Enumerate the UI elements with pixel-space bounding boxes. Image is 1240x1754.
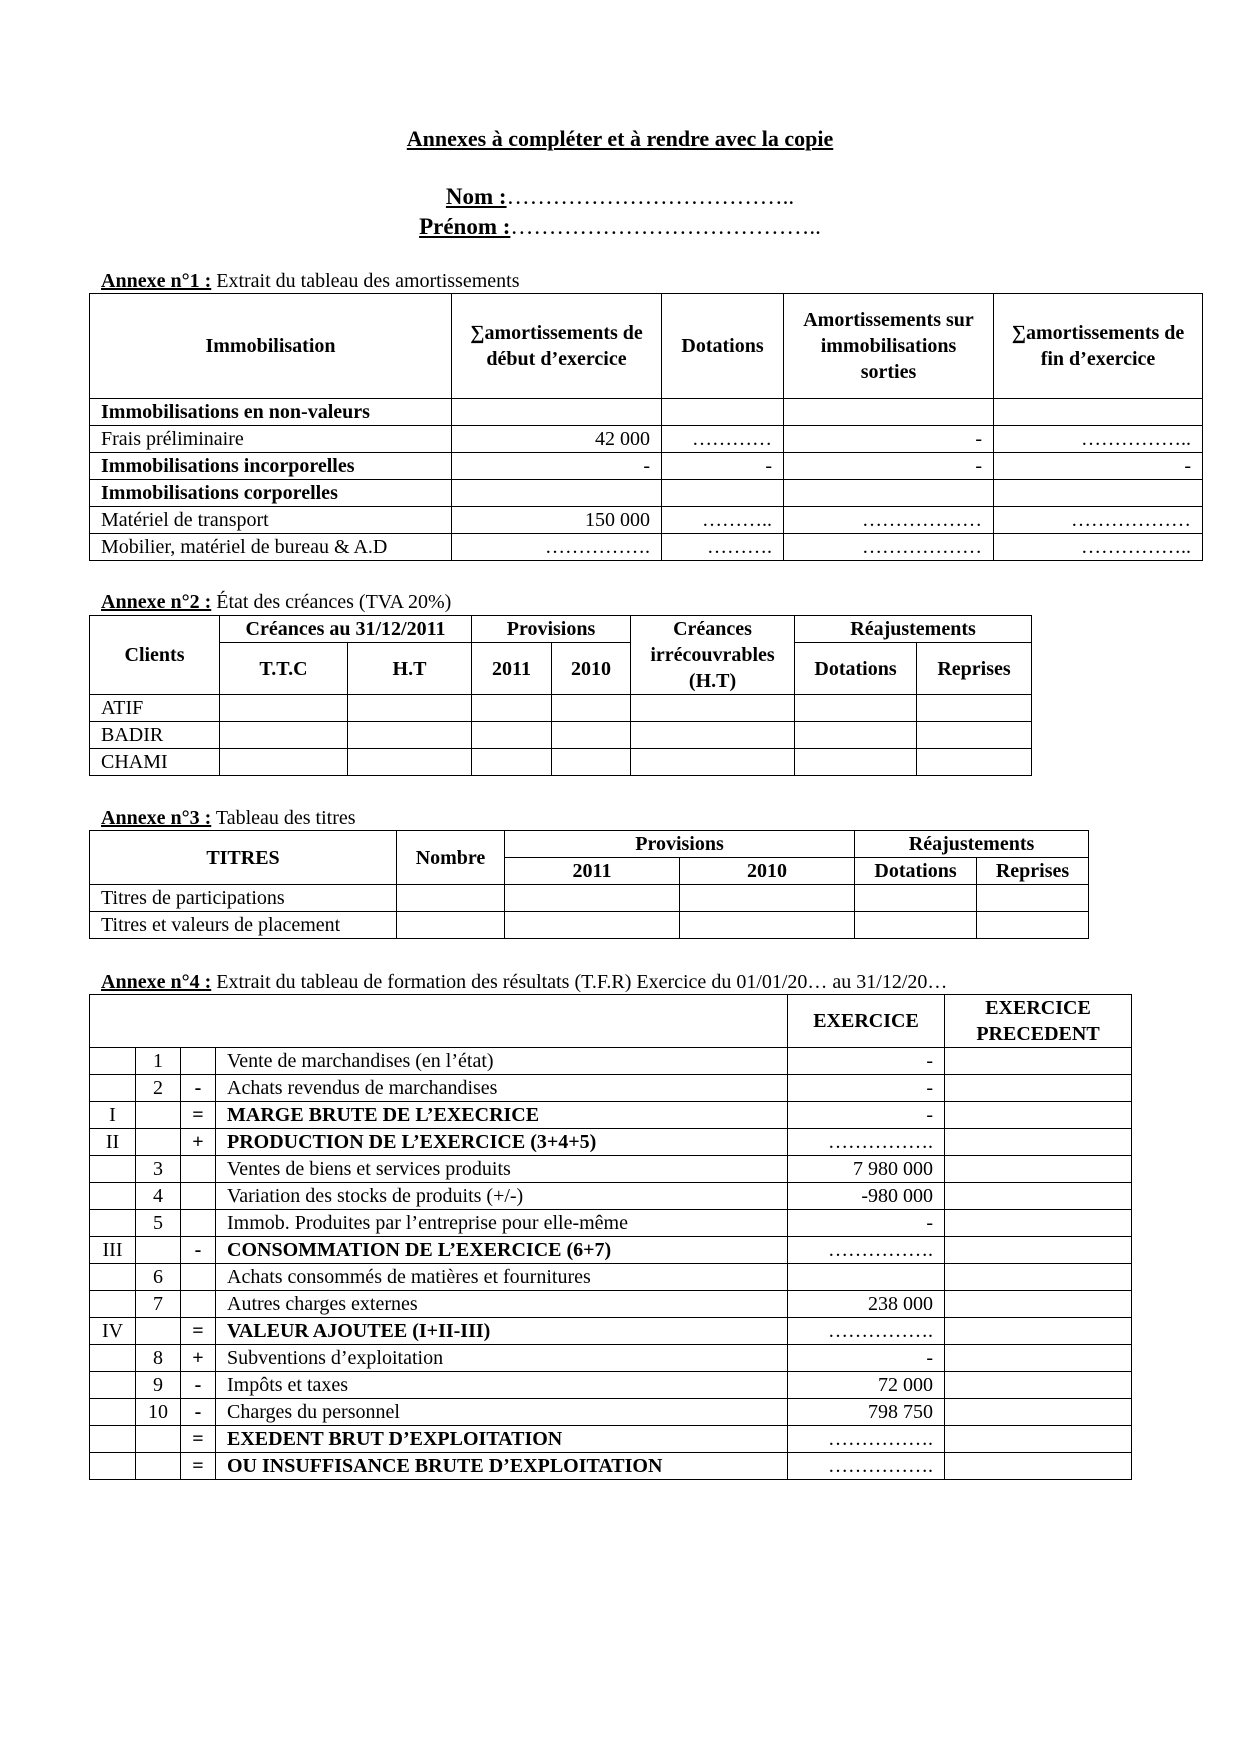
- annex4-roman: III: [90, 1237, 136, 1264]
- annex4-row: [90, 1372, 1132, 1399]
- annex4-row: [90, 1345, 1132, 1372]
- annex4-sign: -: [181, 1075, 216, 1102]
- annex4-row: [90, 1048, 1132, 1075]
- annex4-exercice-value: 72 000: [788, 1372, 945, 1399]
- annex2-input-cell[interactable]: [795, 695, 917, 722]
- annex4-num: [136, 1129, 181, 1156]
- annex4-label: VALEUR AJOUTEE (I+II-III): [216, 1318, 788, 1345]
- annex1-cell[interactable]: ………………: [784, 507, 994, 534]
- annex4-label: Vente de marchandises (en l’état): [216, 1048, 788, 1075]
- annex4-precedent-value[interactable]: [945, 1102, 1132, 1129]
- annex4-row: [90, 1156, 1132, 1183]
- prenom-label: Prénom :: [419, 214, 511, 239]
- annex4-header-blank: [90, 995, 788, 1048]
- annex2-header-reajustements: Réajustements: [795, 616, 1032, 643]
- annex2-table: [89, 615, 1032, 776]
- annex1-cell[interactable]: …………: [662, 426, 784, 453]
- annex4-sign: -: [181, 1372, 216, 1399]
- annex3-row: [90, 912, 1089, 939]
- annex4-num: 3: [136, 1156, 181, 1183]
- page-title: Annexes à compléter et à rendre avec la copie: [406, 126, 834, 151]
- annex2-input-cell[interactable]: [348, 722, 472, 749]
- annex4-sign: [181, 1291, 216, 1318]
- annex4-num: 7: [136, 1291, 181, 1318]
- annex4-sign: [181, 1183, 216, 1210]
- annex4-label: Autres charges externes: [216, 1291, 788, 1318]
- annex1-header-dotations: Dotations: [662, 294, 784, 399]
- annex2-input-cell[interactable]: [348, 695, 472, 722]
- annex4-precedent-value[interactable]: [945, 1264, 1132, 1291]
- annex4-label: Subventions d’exploitation: [216, 1345, 788, 1372]
- annex4-num: [136, 1426, 181, 1453]
- annex1-row-label: Immobilisations en non-valeurs: [90, 399, 452, 426]
- annex4-precedent-value[interactable]: [945, 1129, 1132, 1156]
- annex3-label: Annexe n°3 :: [101, 807, 212, 829]
- annex4-sign: [181, 1210, 216, 1237]
- annex4-sign: =: [181, 1453, 216, 1480]
- annex2-input-cell[interactable]: [552, 695, 631, 722]
- annex2-row: [90, 749, 1032, 776]
- annex4-exercice-value: -: [788, 1345, 945, 1372]
- annex4-sign: [181, 1264, 216, 1291]
- annex1-cell[interactable]: ………………: [784, 534, 994, 561]
- annex1-label: Annexe n°1 :: [101, 270, 212, 292]
- annex3-input-cell[interactable]: [977, 885, 1089, 912]
- annex3-header-dotations: Dotations: [855, 858, 977, 885]
- annex1-cell[interactable]: …………….: [452, 534, 662, 561]
- annex1-header-debut: ∑amortissements de début d’exercice: [452, 294, 662, 399]
- annex4-precedent-value[interactable]: [945, 1372, 1132, 1399]
- annex3-input-cell[interactable]: [505, 885, 680, 912]
- annex2-input-cell[interactable]: [472, 695, 552, 722]
- annex4-roman: [90, 1156, 136, 1183]
- annex4-num: [136, 1102, 181, 1129]
- annex4-exercice-value: 238 000: [788, 1291, 945, 1318]
- nom-field[interactable]: ………………………………..: [506, 184, 795, 209]
- annex4-sign: -: [181, 1237, 216, 1264]
- annex4-sign: +: [181, 1345, 216, 1372]
- annex3-row: [90, 885, 1089, 912]
- annex1-cell: -: [662, 453, 784, 480]
- annex2-client-name: CHAMI: [90, 749, 220, 776]
- annex4-precedent-value[interactable]: [945, 1426, 1132, 1453]
- annex4-label: PRODUCTION DE L’EXERCICE (3+4+5): [216, 1129, 788, 1156]
- annex4-num: 10: [136, 1399, 181, 1426]
- annex1-header-sorties: Amortissements sur immobilisations sorties: [784, 294, 994, 399]
- annex4-row: [90, 1453, 1132, 1480]
- annex2-input-cell[interactable]: [917, 722, 1032, 749]
- annex2-input-cell[interactable]: [795, 749, 917, 776]
- annex4-exercice-value[interactable]: …………….: [788, 1426, 945, 1453]
- annex4-precedent-value[interactable]: [945, 1237, 1132, 1264]
- annex4-num: 2: [136, 1075, 181, 1102]
- annex2-header-provisions: Provisions: [472, 616, 631, 643]
- annex3-input-cell[interactable]: [505, 912, 680, 939]
- annex2-input-cell[interactable]: [472, 722, 552, 749]
- annex4-roman: [90, 1426, 136, 1453]
- annex4-exercice-value[interactable]: …………….: [788, 1129, 945, 1156]
- annex2-input-cell[interactable]: [220, 722, 348, 749]
- annex1-row-label: Matériel de transport: [90, 507, 452, 534]
- prenom-line: [0, 215, 1240, 238]
- annex2-header-ht: H.T: [348, 643, 472, 695]
- annex3-titre-name: Titres et valeurs de placement: [90, 912, 397, 939]
- annex4-precedent-value[interactable]: [945, 1156, 1132, 1183]
- annex4-roman: [90, 1372, 136, 1399]
- annex2-header-ttc: T.T.C: [220, 643, 348, 695]
- annex3-caption: [101, 808, 356, 828]
- annex1-row-label: Frais préliminaire: [90, 426, 452, 453]
- annex1-row: [90, 534, 1203, 561]
- annex4-sign: =: [181, 1318, 216, 1345]
- annex4-exercice-value: 7 980 000: [788, 1156, 945, 1183]
- annex2-client-name: BADIR: [90, 722, 220, 749]
- annex1-header-fin: ∑amortissements de fin d’exercice: [994, 294, 1203, 399]
- annex1-row: [90, 426, 1203, 453]
- annex4-row: [90, 1210, 1132, 1237]
- annex1-cell: -: [994, 453, 1203, 480]
- annex4-num: [136, 1453, 181, 1480]
- annex2-header-dotations: Dotations: [795, 643, 917, 695]
- annex3-header-titres: TITRES: [90, 831, 397, 885]
- annex4-sign: +: [181, 1129, 216, 1156]
- annex1-cell[interactable]: ……….: [662, 534, 784, 561]
- annex1-cell[interactable]: [662, 480, 784, 507]
- annex1-cell: 150 000: [452, 507, 662, 534]
- annex4-precedent-value[interactable]: [945, 1291, 1132, 1318]
- annex4-precedent-value[interactable]: [945, 1075, 1132, 1102]
- annex2-client-name: ATIF: [90, 695, 220, 722]
- annex1-cell[interactable]: [452, 480, 662, 507]
- annex4-exercice-value: -980 000: [788, 1183, 945, 1210]
- annex3-input-cell[interactable]: [977, 912, 1089, 939]
- annex4-precedent-value[interactable]: [945, 1183, 1132, 1210]
- annex4-roman: [90, 1048, 136, 1075]
- annex4-label: Achats consommés de matières et fournitures: [216, 1264, 788, 1291]
- annex1-row: [90, 507, 1203, 534]
- annex4-roman: [90, 1345, 136, 1372]
- annex4-exercice-value: -: [788, 1102, 945, 1129]
- annex3-header-2010: 2010: [680, 858, 855, 885]
- annex4-num: 8: [136, 1345, 181, 1372]
- annex4-table: [89, 994, 1132, 1480]
- annex4-exercice-value: 798 750: [788, 1399, 945, 1426]
- annex4-exercice-value: -: [788, 1210, 945, 1237]
- annex4-sign: [181, 1156, 216, 1183]
- annex4-header-exercice: EXERCICE: [788, 995, 945, 1048]
- annex4-num: 5: [136, 1210, 181, 1237]
- annex2-input-cell[interactable]: [917, 749, 1032, 776]
- annex4-roman: IV: [90, 1318, 136, 1345]
- annex1-cell[interactable]: [784, 399, 994, 426]
- annex2-input-cell[interactable]: [631, 695, 795, 722]
- annex4-roman: [90, 1291, 136, 1318]
- annex1-header-immobilisation: Immobilisation: [90, 294, 452, 399]
- annex3-table: [89, 830, 1089, 939]
- annex2-header-2010: 2010: [552, 643, 631, 695]
- annex4-row: [90, 1075, 1132, 1102]
- annex4-label: Annexe n°4 :: [101, 971, 212, 993]
- annex4-label: Impôts et taxes: [216, 1372, 788, 1399]
- annex4-num: 1: [136, 1048, 181, 1075]
- annex4-label: Achats revendus de marchandises: [216, 1075, 788, 1102]
- annex2-input-cell[interactable]: [472, 749, 552, 776]
- annex1-row: [90, 399, 1203, 426]
- annex1-cell[interactable]: [994, 399, 1203, 426]
- annex1-cell: -: [784, 453, 994, 480]
- annex1-cell: -: [784, 426, 994, 453]
- annex4-label: MARGE BRUTE DE L’EXECRICE: [216, 1102, 788, 1129]
- nom-label: Nom :: [445, 184, 507, 209]
- annex1-table: [89, 293, 1203, 561]
- annex3-input-cell[interactable]: [855, 885, 977, 912]
- annex4-exercice-value: -: [788, 1075, 945, 1102]
- annex1-cell[interactable]: ………………: [994, 507, 1203, 534]
- annex4-exercice-value: -: [788, 1048, 945, 1075]
- annex4-title: Extrait du tableau de formation des résultats (T.F.R) Exercice du 01/01/20… au 31/12/20…: [211, 971, 948, 993]
- annex1-row-label: Mobilier, matériel de bureau & A.D: [90, 534, 452, 561]
- annex4-row: [90, 1129, 1132, 1156]
- annex3-input-cell[interactable]: [680, 912, 855, 939]
- annex4-caption: [101, 972, 947, 992]
- prenom-field[interactable]: …………………………………..: [510, 214, 821, 239]
- annex1-row: [90, 480, 1203, 507]
- annex4-roman: [90, 1264, 136, 1291]
- annex4-row: [90, 1183, 1132, 1210]
- annex4-precedent-value[interactable]: [945, 1048, 1132, 1075]
- annex4-label: Immob. Produites par l’entreprise pour elle-même: [216, 1210, 788, 1237]
- annex4-roman: [90, 1075, 136, 1102]
- annex1-cell: 42 000: [452, 426, 662, 453]
- annex4-label: Variation des stocks de produits (+/-): [216, 1183, 788, 1210]
- annex2-input-cell[interactable]: [631, 749, 795, 776]
- annex3-input-cell[interactable]: [680, 885, 855, 912]
- annex2-input-cell[interactable]: [917, 695, 1032, 722]
- annex2-input-cell[interactable]: [552, 749, 631, 776]
- annex4-num: [136, 1237, 181, 1264]
- annex1-cell[interactable]: [994, 480, 1203, 507]
- annex4-label: Ventes de biens et services produits: [216, 1156, 788, 1183]
- annex4-precedent-value[interactable]: [945, 1399, 1132, 1426]
- annex4-num: 6: [136, 1264, 181, 1291]
- annex2-input-cell[interactable]: [220, 749, 348, 776]
- annex2-input-cell[interactable]: [552, 722, 631, 749]
- annex1-row: [90, 453, 1203, 480]
- annex3-input-cell[interactable]: [397, 912, 505, 939]
- annex2-input-cell[interactable]: [795, 722, 917, 749]
- annex1-row-label: Immobilisations corporelles: [90, 480, 452, 507]
- annex4-precedent-value[interactable]: [945, 1318, 1132, 1345]
- annex3-header-provisions: Provisions: [505, 831, 855, 858]
- annex1-caption: [101, 271, 520, 291]
- annex2-header-2011: 2011: [472, 643, 552, 695]
- annex4-roman: II: [90, 1129, 136, 1156]
- annex4-exercice-value[interactable]: [788, 1264, 945, 1291]
- annex4-roman: I: [90, 1102, 136, 1129]
- annex1-cell[interactable]: [784, 480, 994, 507]
- annex1-row-label: Immobilisations incorporelles: [90, 453, 452, 480]
- annex4-precedent-value[interactable]: [945, 1210, 1132, 1237]
- annex1-cell[interactable]: [452, 399, 662, 426]
- annex4-exercice-value[interactable]: …………….: [788, 1318, 945, 1345]
- annex4-row: [90, 1426, 1132, 1453]
- annex4-row: [90, 1318, 1132, 1345]
- annex4-row: [90, 1399, 1132, 1426]
- annex4-roman: [90, 1210, 136, 1237]
- annex3-header-reprises: Reprises: [977, 858, 1089, 885]
- annex4-exercice-value[interactable]: …………….: [788, 1237, 945, 1264]
- annex2-row: [90, 695, 1032, 722]
- annex4-label: OU INSUFFISANCE BRUTE D’EXPLOITATION: [216, 1453, 788, 1480]
- annex4-sign: =: [181, 1426, 216, 1453]
- annex2-label: Annexe n°2 :: [101, 591, 212, 613]
- annex2-header-clients: Clients: [90, 616, 220, 695]
- annex4-num: 4: [136, 1183, 181, 1210]
- annex2-input-cell[interactable]: [631, 722, 795, 749]
- annex2-title: État des créances (TVA 20%): [211, 591, 452, 613]
- annex4-label: EXEDENT BRUT D’EXPLOITATION: [216, 1426, 788, 1453]
- annex2-input-cell[interactable]: [220, 695, 348, 722]
- annex3-header-nombre: Nombre: [397, 831, 505, 885]
- annex4-precedent-value[interactable]: [945, 1453, 1132, 1480]
- annex3-titre-name: Titres de participations: [90, 885, 397, 912]
- annex2-header-irrecouvrables: Créances irrécouvrables (H.T): [631, 616, 795, 695]
- annex2-caption: [101, 592, 451, 612]
- annex1-cell[interactable]: [662, 399, 784, 426]
- annex4-row: [90, 1291, 1132, 1318]
- annex4-header-precedent: EXERCICE PRECEDENT: [945, 995, 1132, 1048]
- annex1-title: Extrait du tableau des amortissements: [211, 270, 520, 292]
- annex3-input-cell[interactable]: [397, 885, 505, 912]
- annex4-roman: [90, 1399, 136, 1426]
- annex2-header-creances: Créances au 31/12/2011: [220, 616, 472, 643]
- annex4-roman: [90, 1453, 136, 1480]
- annex3-input-cell[interactable]: [855, 912, 977, 939]
- annex4-label: Charges du personnel: [216, 1399, 788, 1426]
- annex4-row: [90, 1102, 1132, 1129]
- annex1-cell[interactable]: ……………..: [994, 426, 1203, 453]
- annex1-cell[interactable]: ………..: [662, 507, 784, 534]
- annex4-exercice-value[interactable]: …………….: [788, 1453, 945, 1480]
- annex3-title: Tableau des titres: [211, 807, 356, 829]
- annex4-num: [136, 1318, 181, 1345]
- annex1-cell: -: [452, 453, 662, 480]
- annex4-row: [90, 1264, 1132, 1291]
- annex2-row: [90, 722, 1032, 749]
- annex4-num: 9: [136, 1372, 181, 1399]
- nom-line: [0, 185, 1240, 208]
- annex4-sign: [181, 1048, 216, 1075]
- annex4-roman: [90, 1183, 136, 1210]
- annex2-input-cell[interactable]: [348, 749, 472, 776]
- annex4-row: [90, 1237, 1132, 1264]
- annex4-sign: -: [181, 1399, 216, 1426]
- annex4-sign: =: [181, 1102, 216, 1129]
- annex4-label: CONSOMMATION DE L’EXERCICE (6+7): [216, 1237, 788, 1264]
- annex1-cell[interactable]: ……………..: [994, 534, 1203, 561]
- annex2-header-reprises: Reprises: [917, 643, 1032, 695]
- annex3-header-2011: 2011: [505, 858, 680, 885]
- annex4-precedent-value[interactable]: [945, 1345, 1132, 1372]
- annex3-header-reajustements: Réajustements: [855, 831, 1089, 858]
